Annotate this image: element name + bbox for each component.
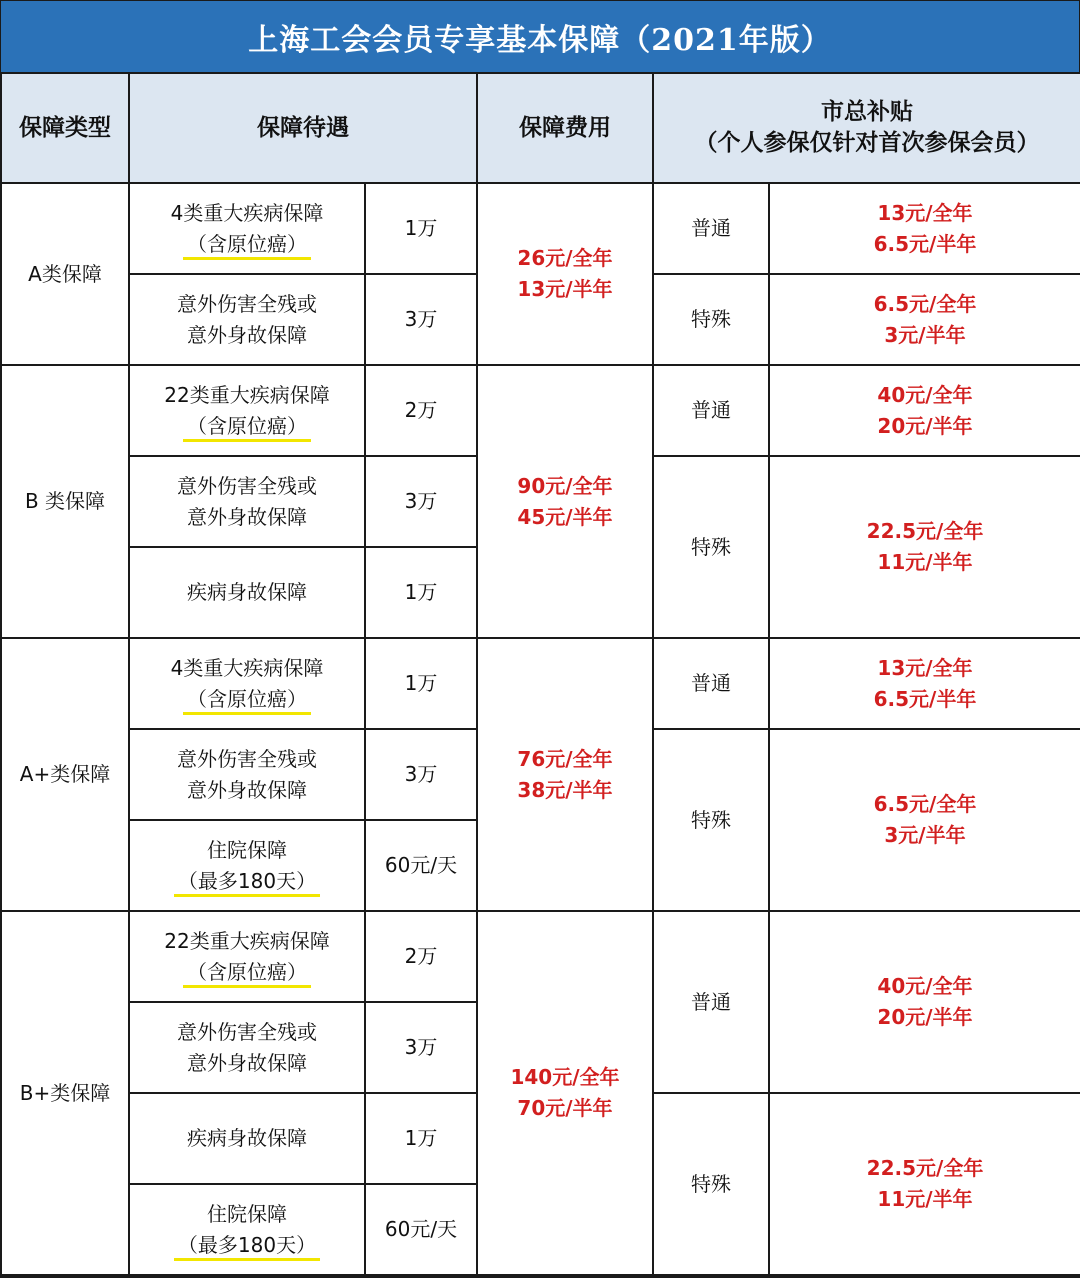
subsidy-kind: 普通 [653,183,769,274]
benefit-item [129,1093,365,1184]
benefit-name: 疾病身故保障 [187,1126,307,1150]
table-row [1,365,1080,456]
benefit-item [129,911,365,1002]
subsidy-kind: 特殊 [653,1093,769,1275]
benefit-amount: 1万 [365,1093,477,1184]
benefit-amount: 1万 [365,638,477,729]
benefit-item [129,820,365,911]
header-subsidy-note: （个人参保仅针对首次参保会员） [694,130,1040,156]
subsidy-half: 6.5元/半年 [873,686,977,711]
subsidy-amount [769,365,1080,456]
plan-type: B 类保障 [1,365,129,638]
subsidy-annual: 13元/全年 [877,655,973,680]
subsidy-annual: 40元/全年 [877,382,973,407]
fee-half: 45元/半年 [517,504,613,529]
benefit-note-highlight: （最多180天） [174,1233,320,1261]
subsidy-kind: 普通 [653,911,769,1093]
subsidy-kind: 普通 [653,365,769,456]
benefit-name: 4类重大疾病保障 [170,200,324,225]
benefit-name: 疾病身故保障 [187,580,307,604]
subsidy-kind: 特殊 [653,274,769,365]
plan-type: A类保障 [1,183,129,365]
benefit-amount: 60元/天 [365,820,477,911]
subsidy-amount [769,638,1080,729]
header-subsidy [653,73,1080,183]
benefit-name: 意外伤害全残或 [177,746,317,771]
benefit-item [129,456,365,547]
benefit-name: 4类重大疾病保障 [170,655,324,680]
subsidy-kind: 普通 [653,638,769,729]
benefit-note-highlight: （含原位癌） [183,414,311,442]
benefit-item [129,183,365,274]
benefit-name: 意外伤害全残或 [177,1019,317,1044]
subsidy-annual: 6.5元/全年 [873,291,977,316]
benefit-item [129,1184,365,1275]
subsidy-half: 11元/半年 [877,550,973,574]
benefit-name-line2: 意外身故保障 [187,504,307,529]
subsidy-annual: 22.5元/全年 [866,519,984,543]
subsidy-amount [769,183,1080,274]
fee-annual: 140元/全年 [510,1065,620,1089]
benefit-amount: 1万 [365,183,477,274]
benefit-note-highlight: （最多180天） [174,869,320,897]
table-row [1,911,1080,1002]
benefit-item [129,638,365,729]
fee-half: 38元/半年 [517,777,613,802]
plan-fee [477,183,653,365]
subsidy-half: 6.5元/半年 [873,231,977,256]
subsidy-annual: 13元/全年 [877,200,973,225]
subsidy-half: 3元/半年 [884,823,966,847]
benefit-amount: 3万 [365,274,477,365]
benefit-name: 住院保障 [207,837,287,862]
header-type: 保障类型 [1,73,129,183]
benefit-amount: 3万 [365,1002,477,1093]
fee-half: 70元/半年 [517,1096,613,1120]
benefit-amount: 3万 [365,456,477,547]
plan-fee [477,638,653,911]
benefit-amount: 3万 [365,729,477,820]
benefit-name: 意外伤害全残或 [177,473,317,498]
benefit-name-line2: 意外身故保障 [187,777,307,802]
subsidy-amount [769,274,1080,365]
plan-type: B+类保障 [1,911,129,1275]
benefit-name-line2: 意外身故保障 [187,1050,307,1075]
benefit-item [129,1002,365,1093]
plan-type: A+类保障 [1,638,129,911]
subsidy-amount [769,911,1080,1093]
benefit-amount: 2万 [365,911,477,1002]
benefit-amount: 2万 [365,365,477,456]
fee-annual: 76元/全年 [517,746,613,771]
fee-annual: 26元/全年 [517,246,613,270]
benefit-amount: 60元/天 [365,1184,477,1275]
subsidy-amount [769,729,1080,911]
subsidy-annual: 6.5元/全年 [873,792,977,816]
table-row [1,183,1080,274]
header-benefit: 保障待遇 [129,73,477,183]
benefit-item [129,365,365,456]
benefit-note-highlight: （含原位癌） [183,960,311,988]
page-title: 上海工会会员专享基本保障（2021年版） [0,0,1080,74]
header-subsidy-title: 市总补贴 [821,99,913,125]
benefit-name: 22类重大疾病保障 [164,928,330,953]
subsidy-half: 3元/半年 [884,322,966,347]
fee-half: 13元/半年 [517,277,613,301]
subsidy-amount [769,456,1080,638]
subsidy-kind: 特殊 [653,456,769,638]
benefit-item [129,547,365,638]
subsidy-half: 11元/半年 [877,1187,973,1211]
subsidy-kind: 特殊 [653,729,769,911]
table-header-row [1,73,1080,183]
benefit-name: 住院保障 [207,1201,287,1226]
benefits-table [0,72,1080,1276]
subsidy-annual: 40元/全年 [877,974,973,998]
subsidy-half: 20元/半年 [877,413,973,438]
subsidy-annual: 22.5元/全年 [866,1156,984,1180]
table-bottom-edge [0,1276,1080,1287]
header-fee: 保障费用 [477,73,653,183]
benefit-amount: 1万 [365,547,477,638]
benefit-name: 意外伤害全残或 [177,291,317,316]
benefit-item [129,274,365,365]
table-row [1,638,1080,729]
benefit-note-highlight: （含原位癌） [183,687,311,715]
subsidy-half: 20元/半年 [877,1005,973,1029]
subsidy-amount [769,1093,1080,1275]
benefit-note-highlight: （含原位癌） [183,232,311,260]
benefit-name: 22类重大疾病保障 [164,382,330,407]
plan-fee [477,911,653,1275]
plan-fee [477,365,653,638]
benefit-name-line2: 意外身故保障 [187,322,307,347]
fee-annual: 90元/全年 [517,473,613,498]
benefit-item [129,729,365,820]
